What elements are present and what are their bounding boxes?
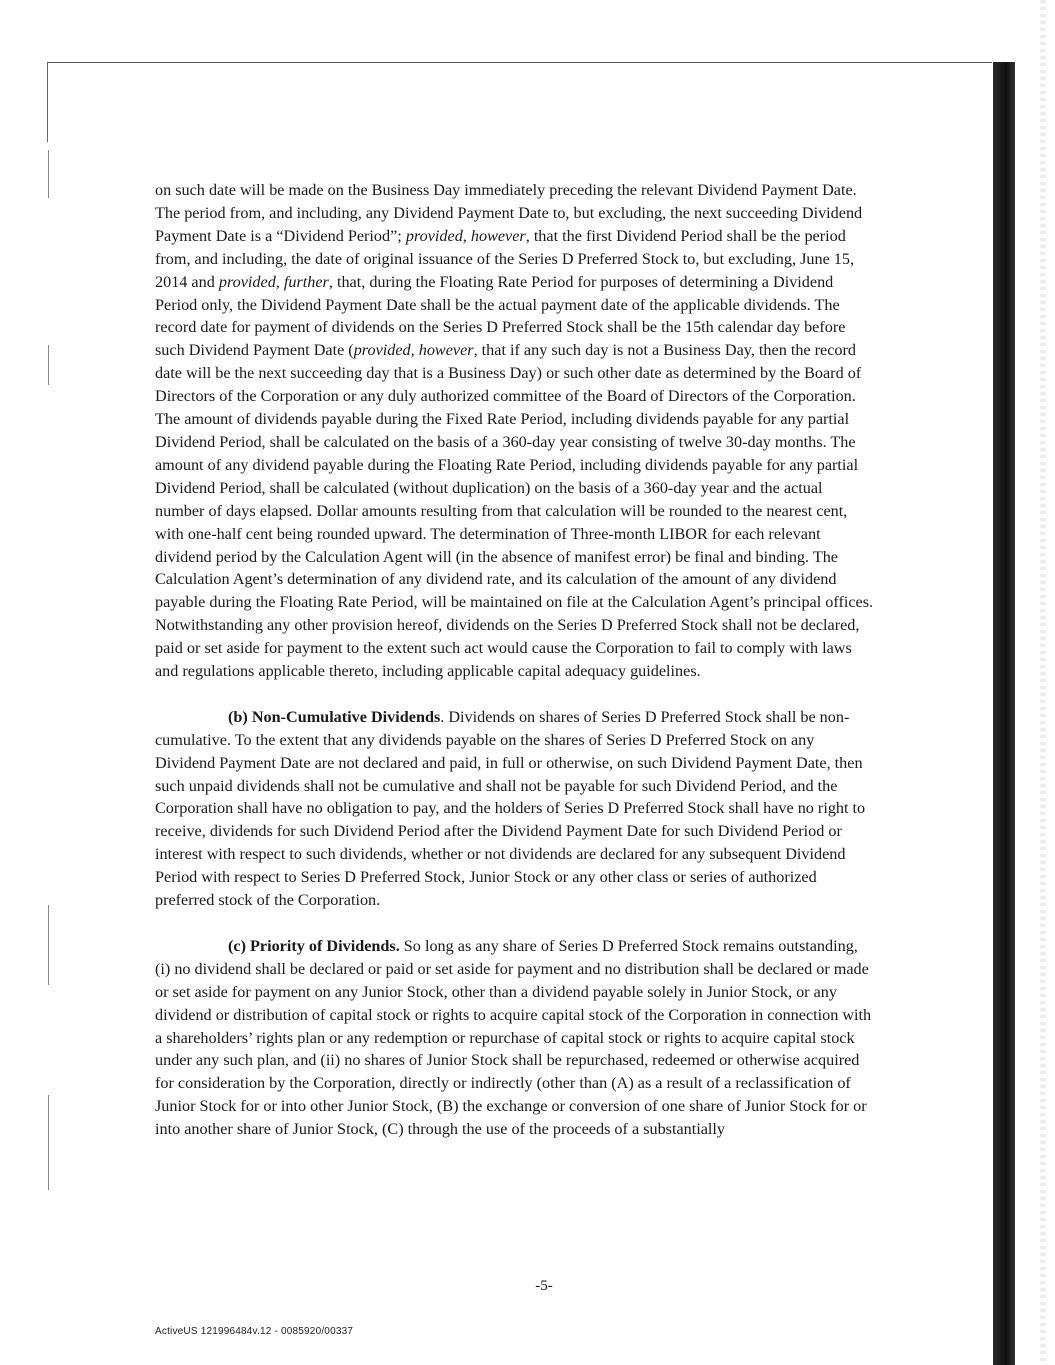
section-body-b: . Dividends on shares of Series D Preferred Stock shall be non-cumulative. To the extent that any dividends payable on the shares of Series D Preferred Stock on any Dividend Payment Date are not declared and paid, in full or otherwise, on such Dividend Payment Date, then such unpaid dividends shall not be cumulative and shall not be payable for such Dividend Period, and the Corporation shall have no obligation to pay, and the holders of Series D Preferred Stock shall have no right to receive, dividends for such Dividend Period after the Dividend Payment Date for such Dividend Period or interest with respect to such dividends, whether or not dividends are declared for any subsequent Dividend Period with respect to Series D Preferred Stock, Junior Stock or any other class or series of authorized preferred stock of the Corporation. (155, 707, 866, 910)
paragraph-dividend-period (155, 179, 875, 683)
italic-proviso: provided, however (405, 226, 526, 245)
text-segment: on such date will be made on the Business Day immediately preceding the relevant Dividend Payment Date. The period from, and including, any Dividend Payment Date to, but excluding, the next succeeding Dividend Payment Date is a “Dividend Period”; (155, 181, 863, 245)
text-segment: , that, during the Floating Rate Period for purposes of determining a Dividend Period only, the Dividend Payment Date shall be the actual payment date of the applicable dividends. The record date for payment of dividends on the Series D Preferred Stock shall be the 15th calendar day before such Dividend Payment Date ( (155, 272, 846, 360)
document-body (155, 179, 875, 1141)
scan-dark-edge (993, 62, 1015, 1365)
scan-border-top (47, 62, 992, 63)
italic-proviso: provided, further (218, 272, 329, 291)
scan-margin-mark (48, 1095, 49, 1190)
paragraph-non-cumulative-dividends (155, 706, 875, 912)
page-number (0, 1278, 1055, 1295)
scan-edge-strip (1040, 0, 1046, 1365)
paragraph-priority-of-dividends (155, 935, 875, 1141)
text-segment: , that the first Dividend Period shall be the period from, and including, the date of original issuance of the Series D Preferred Stock to, but excluding, June 15, 2014 and (155, 226, 855, 291)
scan-border-left (47, 62, 48, 142)
page-number-text: -5- (535, 1278, 553, 1294)
italic-proviso: provided, however (353, 341, 474, 360)
text-segment: , that if any such day is not a Business Day, then the record date will be the next succeeding day that is a Business Day) or such other date as determined by the Board of Directors of the Corporation or any duly authorized committee of the Board of Directors of the Corporation. The amount of dividends payable during the Fixed Rate Period, including dividends payable for any partial Dividend Period, shall be calculated on the basis of a 360-day year consisting of twelve 30-day months. The amount of any dividend payable during the Floating Rate Period, including dividends payable for any partial Dividend Period, shall be calculated (without duplication) on the basis of a 360-day year and the actual number of days elapsed. Dollar amounts resulting from that calculation will be rounded to the nearest cent, with one-half cent being rounded upward. The determination of Three-month LIBOR for each relevant dividend period by the Calculation Agent will (in the absence of manifest error) be final and binding. The Calculation Agent’s determination of any dividend rate, and its calculation of the amount of any dividend payable during the Floating Rate Period, will be maintained on file at the Calculation Agent’s principal offices. Notwithstanding any other provision hereof, dividends on the Series D Preferred Stock shall not be declared, paid or set aside for payment to the extent such act would cause the Corporation to fail to comply with laws and regulations applicable thereto, including applicable capital adequacy guidelines. (155, 341, 874, 681)
section-heading-c: (c) Priority of Dividends. (228, 936, 400, 955)
scan-margin-mark (48, 345, 49, 385)
scan-margin-mark (48, 905, 49, 985)
section-body-c: So long as any share of Series D Preferred Stock remains outstanding, (i) no dividend shall be declared or paid or set aside for payment and no distribution shall be declared or made or set aside for payment on any Junior Stock, other than a dividend payable solely in Junior Stock, or any dividend or distribution of capital stock or rights to acquire capital stock of the Corporation in connection with a shareholders’ rights plan or any redemption or repurchase of capital stock or rights to acquire capital stock under any such plan, and (ii) no shares of Junior Stock shall be repurchased, redeemed or otherwise acquired for consideration by the Corporation, directly or indirectly (other than (A) as a result of a reclassification of Junior Stock for or into other Junior Stock, (B) the exchange or conversion of one share of Junior Stock for or into another share of Junior Stock, (C) through the use of the proceeds of a substantially (155, 936, 872, 1139)
section-heading-b: (b) Non-Cumulative Dividends (228, 707, 441, 726)
scan-margin-mark (48, 150, 49, 198)
document-footer-id: ActiveUS 121996484v.12 - 0085920/00337 (155, 1326, 354, 1337)
